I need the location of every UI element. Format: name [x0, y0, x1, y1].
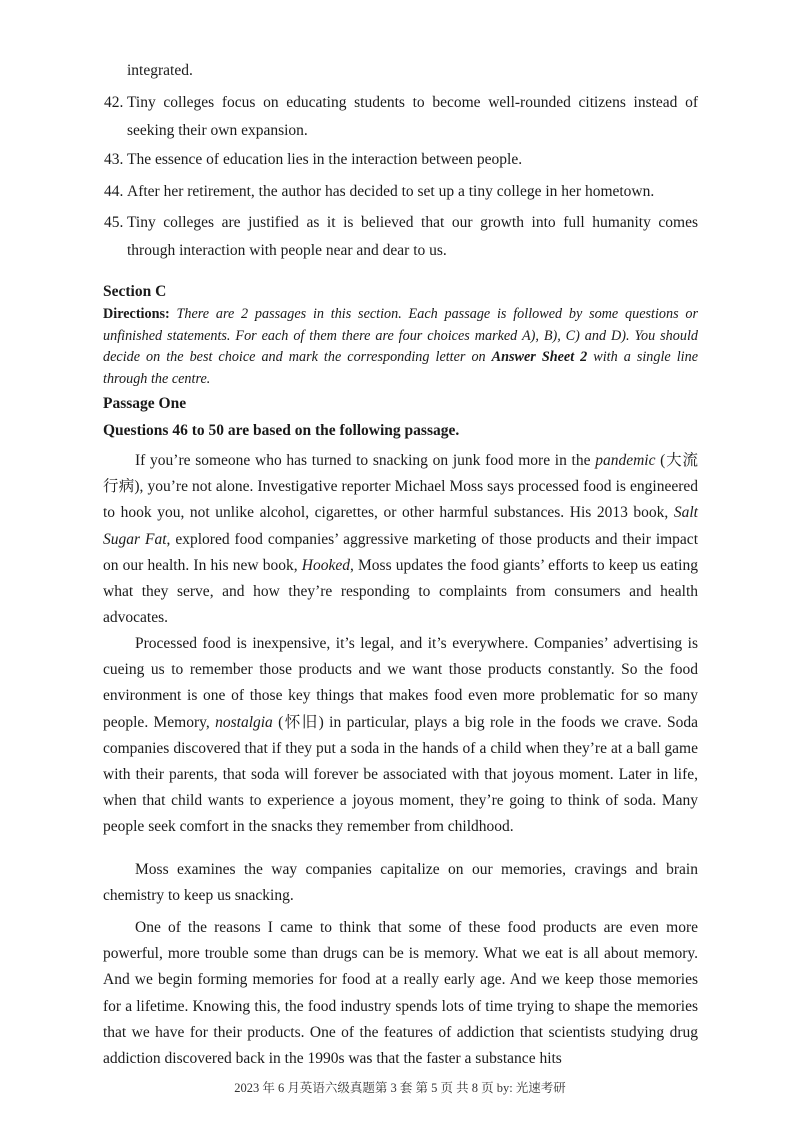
book-title: Salt Sugar Fat	[103, 504, 698, 548]
passage-title: Passage One	[103, 395, 187, 412]
paragraph-text: , explored food companies’ aggressive marketing of those products and their impact on our health. In his new book,	[103, 530, 698, 574]
paragraph-text: (怀旧) in particular, plays a big role in the foods we crave. Soda companies discovered that if they put a soda in the hands of a child when they’re at a ball game with their parents, that soda will forever be associated with that joyous moment. Later in life, when that child wants to experience a joyous moment, they’re going to think of soda. Many people seek comfort in the snacks they remember from childhood.	[103, 713, 698, 836]
question-42	[104, 89, 698, 145]
book-title: Hooked	[301, 556, 350, 574]
paragraph-text: If you’re someone who has turned to snacking on junk food more in the	[135, 452, 596, 469]
italic-term: pandemic	[595, 452, 656, 469]
section-title: Section C	[103, 283, 167, 300]
directions-text: There are 2 passages in this section. Each passage is followed by some questions or unfinished statements. For each of them there are four choices marked A), B), C) and D). You should decide on the best choice and mark the corresponding letter on	[103, 306, 699, 365]
passage-paragraph-2	[103, 631, 698, 841]
question-43	[104, 146, 698, 174]
question-number: 44.	[104, 183, 124, 200]
passage-paragraph-3: Moss examines the way companies capitalize on our memories, cravings and brain chemistry to keep us snacking.	[103, 861, 698, 905]
question-number: 42.	[104, 94, 124, 111]
question-45	[104, 209, 698, 265]
directions-label: Directions:	[103, 306, 170, 322]
passage-paragraph-1	[103, 448, 698, 631]
question-text: Tiny colleges focus on educating students to become well-rounded citizens instead of seeking their own expansion.	[127, 94, 698, 139]
directions-tail: with a single line through the centre.	[103, 349, 699, 387]
paragraph-text: , Moss updates the food giants’ efforts to keep us eating what they serve, and how they’re responding to complaints from consumers and health advocates.	[103, 556, 698, 627]
section-directions	[103, 304, 698, 390]
question-number: 45.	[104, 214, 124, 231]
previous-question-continuation: integrated.	[127, 62, 193, 79]
question-44	[104, 178, 698, 206]
question-text: After her retirement, the author has decided to set up a tiny college in her hometown.	[127, 183, 655, 200]
question-number: 43.	[104, 151, 124, 168]
question-text: The essence of education lies in the interaction between people.	[127, 151, 523, 168]
paragraph-text: (大流行病), you’re not alone. Investigative reporter Michael Moss says processed food is engineered to hook you, not unlike alcohol, cigarettes, or other harmful substances. His 2013 book,	[103, 452, 698, 522]
italic-term: nostalgia	[215, 713, 273, 731]
answer-sheet-label: Answer Sheet 2	[491, 349, 588, 365]
passage-intro: Questions 46 to 50 are based on the following passage.	[103, 422, 460, 439]
passage-paragraph-4: One of the reasons I came to think that some of these food products are even more powerful, more trouble some than drugs can be is memory. What we eat is all about memory. And we begin forming memories for food at a really early age. And we keep those memories for a lifetime. Knowing this, the food industry spends lots of time trying to shape the memories that we have for their products. One of the features of addiction that scientists studying drug addiction discovered back in the 1990s was that the faster a substance hits	[103, 919, 698, 1068]
paragraph-text: Processed food is inexpensive, it’s legal, and it’s everywhere. Companies’ advertising is cueing us to remember those products and we want those products constantly. So the food environment is one of those key things that makes food even more problematic for so many people. Memory,	[103, 635, 698, 731]
question-text: Tiny colleges are justified as it is believed that our growth into full humanity comes through interaction with people near and dear to us.	[127, 214, 698, 259]
page-footer: 2023 年 6 月英语六级真题第 3 套 第 5 页 共 8 页 by: 光速考研	[234, 1081, 566, 1095]
